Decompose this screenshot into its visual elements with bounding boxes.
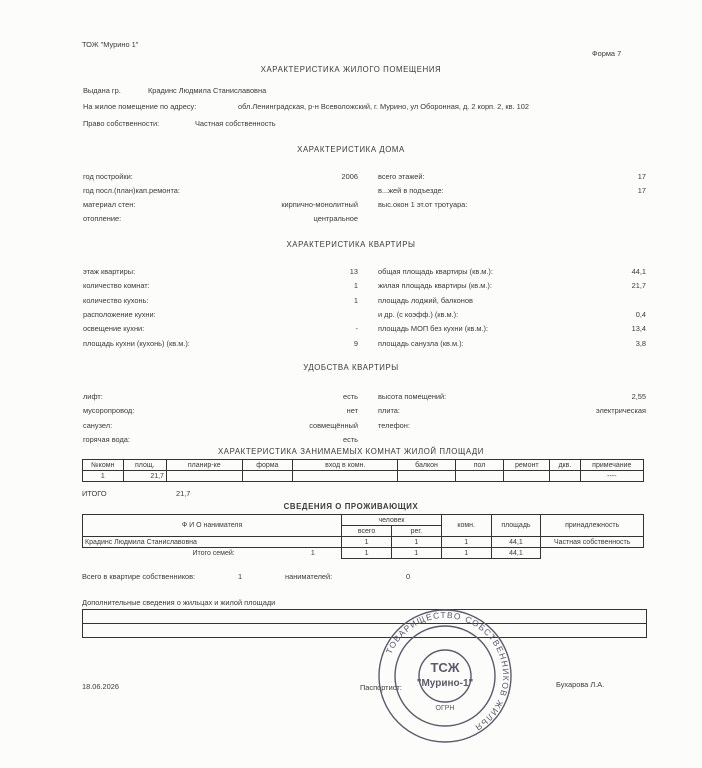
res-head-reg: рег. xyxy=(391,526,441,537)
resident-rooms: 1 xyxy=(441,537,491,548)
flat-left-label: этаж квартиры: xyxy=(83,267,136,276)
resident-area: 44,1 xyxy=(491,537,541,548)
rooms-table-row xyxy=(83,471,644,482)
amenity-left-value: есть xyxy=(342,434,358,444)
amenity-left-value: совмещённый xyxy=(309,420,358,430)
amenity-right-label: телефон: xyxy=(378,420,410,430)
stamp-center-ring xyxy=(419,650,471,702)
flat-left-value: - xyxy=(355,324,358,334)
resident-reg: 1 xyxy=(391,537,441,548)
flat-left-label: количество комнат: xyxy=(83,281,150,291)
flat-right-value: 44,1 xyxy=(631,267,646,276)
rooms-total-label: ИТОГО xyxy=(82,489,107,498)
res-head-belong: принадлежность xyxy=(541,515,644,537)
res-head-people: человек xyxy=(342,515,442,526)
flat-left-value: 9 xyxy=(353,338,358,348)
residents-total-label: Итого семей: xyxy=(192,549,235,557)
residents-section-title: СВЕДЕНИЯ О ПРОЖИВАЮЩИХ xyxy=(283,502,419,511)
res-head-fio: Ф И О нанимателя xyxy=(83,515,342,537)
entrance-floors-value: 17 xyxy=(637,186,646,195)
flat-left-label: освещение кухни: xyxy=(83,324,145,334)
house-section-title: ХАРАКТЕРИСТИКА ДОМА xyxy=(297,145,405,154)
rooms-col-header: балкон xyxy=(398,460,455,471)
rooms-col-header: №комн xyxy=(83,460,124,471)
flat-right-value: 13,4 xyxy=(631,324,646,334)
amenity-left-label: горячая вода: xyxy=(83,434,130,444)
res-head-rooms: комн. xyxy=(441,515,491,537)
rooms-col-header: площ. xyxy=(123,460,166,471)
flat-right-label: и др. (с коэфф.) (кв.м.): xyxy=(378,309,459,319)
res-head-area: площадь xyxy=(491,515,541,537)
signer-name: Бухарова Л.А. xyxy=(556,680,605,689)
rooms-col-header: форма xyxy=(242,460,292,471)
org-name: ТОЖ "Мурино 1" xyxy=(82,40,139,49)
rooms-cell xyxy=(293,471,398,482)
flat-right-label: жилая площадь квартиры (кв.м.): xyxy=(378,281,492,291)
rooms-cell: ---- xyxy=(580,471,643,482)
owners-value: 1 xyxy=(238,572,243,581)
rooms-cell xyxy=(504,471,550,482)
resident-fio: Крадинс Людмила Станиславовна xyxy=(83,537,342,548)
amenity-left-label: мусоропровод: xyxy=(83,406,135,416)
rooms-cell xyxy=(398,471,455,482)
passport-officer-label: Паспортист: xyxy=(360,683,402,692)
rooms-total-value: 21,7 xyxy=(176,489,191,498)
stamp-center-top: ТСЖ xyxy=(430,660,460,675)
rooms-cell: 1 xyxy=(83,471,124,482)
ownership-value: Частная собственность xyxy=(195,119,276,128)
flat-left-value: 1 xyxy=(353,281,358,291)
window-height-label: выс.окон 1 эт.от тротуара: xyxy=(378,200,468,209)
flat-right-label: общая площадь квартиры (кв.м.): xyxy=(378,267,493,276)
flat-left-value: 13 xyxy=(349,267,358,276)
amenity-left-label: лифт: xyxy=(83,392,103,401)
rooms-col-header: вход в комн. xyxy=(293,460,398,471)
residents-total-all: 1 xyxy=(342,548,392,559)
form-number: Форма 7 xyxy=(592,49,622,58)
resident-row xyxy=(83,537,644,548)
flat-right-label: площадь санузла (кв.м.): xyxy=(378,338,464,348)
flat-left-label: расположение кухни: xyxy=(83,309,156,319)
heating-label: отопление: xyxy=(83,214,122,223)
residents-total-count: 1 xyxy=(310,549,315,557)
residents-total-area: 44,1 xyxy=(491,548,541,559)
floors-total-value: 17 xyxy=(637,172,646,181)
address-value: обл.Ленинградская, р-н Всеволожский, г. Мурино, ул Оборонная, д. 2 корп. 2, кв. 102 xyxy=(238,102,529,111)
amenity-left-label: санузел: xyxy=(83,420,113,430)
amenity-left-value: есть xyxy=(342,392,358,401)
year-built-value: 2006 xyxy=(341,172,358,181)
rooms-cell xyxy=(166,471,242,482)
extra-info-divider xyxy=(83,623,646,624)
doc-title: ХАРАКТЕРИСТИКА ЖИЛОГО ПОМЕЩЕНИЯ xyxy=(260,65,442,74)
rooms-table-header xyxy=(83,460,644,471)
amenity-right-value: 2,55 xyxy=(631,392,646,401)
rooms-cell xyxy=(550,471,581,482)
amenity-right-label: высота помещений: xyxy=(378,392,447,401)
stamp-outer-text: ТОВАРИЩЕСТВО СОБСТВЕННИКОВ ЖИЛЬЯ xyxy=(383,609,512,734)
residents-total-reg: 1 xyxy=(391,548,441,559)
amenities-section-title: УДОБСТВА КВАРТИРЫ xyxy=(303,363,399,372)
res-head-all: всего xyxy=(342,526,392,537)
rooms-col-header: планир-ке xyxy=(166,460,242,471)
residents-table xyxy=(82,514,644,559)
year-built-label: год постройки: xyxy=(83,172,133,181)
rooms-table xyxy=(82,459,644,482)
extra-info-label: Дополнительные сведения о жильцах и жилой площади xyxy=(82,598,276,607)
residents-total-rooms: 1 xyxy=(441,548,491,559)
flat-left-label: количество кухонь: xyxy=(83,295,149,305)
rooms-cell: 21,7 xyxy=(123,471,166,482)
entrance-floors-label: в...жей в подъезде: xyxy=(378,186,444,195)
flat-right-value: 21,7 xyxy=(631,281,646,291)
stamp-center-name: "Мурино-1" xyxy=(416,678,474,689)
owners-label: Всего в квартире собственников: xyxy=(82,572,196,581)
rooms-col-header: примечание xyxy=(580,460,643,471)
rooms-col-header: дкв. xyxy=(550,460,581,471)
resident-belong: Частная собственность xyxy=(541,537,644,548)
flat-left-value: 1 xyxy=(353,295,358,305)
flat-right-label: площадь лоджий, балконов xyxy=(378,295,473,305)
extra-info-box xyxy=(82,609,647,638)
walls-label: материал стен: xyxy=(83,200,136,209)
rooms-section-title: ХАРАКТЕРИСТИКА ЗАНИМАЕМЫХ КОМНАТ ЖИЛОЙ ПЛОЩАДИ xyxy=(218,447,484,456)
walls-value: кирпично-монолитный xyxy=(281,200,358,209)
heating-value: центральное xyxy=(313,214,358,223)
stamp-bottom-text: ОГРН xyxy=(435,705,455,712)
rooms-cell xyxy=(242,471,292,482)
amenity-left-value: нет xyxy=(346,406,358,416)
issued-label: Выдана гр. xyxy=(83,86,121,95)
flat-left-label: площадь кухни (кухонь) (кв.м.): xyxy=(83,338,190,348)
repair-year-label: год посл.(план)кап.ремонта: xyxy=(83,186,180,195)
round-seal-stamp xyxy=(375,606,515,746)
rooms-cell xyxy=(455,471,504,482)
ownership-label: Право собственности: xyxy=(83,119,160,128)
rooms-col-header: пол xyxy=(455,460,504,471)
tenants-label: нанимателей: xyxy=(285,572,333,581)
amenity-right-label: плита: xyxy=(378,406,400,416)
flat-section-title: ХАРАКТЕРИСТИКА КВАРТИРЫ xyxy=(286,240,416,249)
rooms-col-header: ремонт xyxy=(504,460,550,471)
issue-date: 18.06.2026 xyxy=(82,682,119,691)
amenity-right-value: электрическая xyxy=(595,406,646,416)
flat-right-label: площадь МОП без кухни (кв.м.): xyxy=(378,324,489,334)
resident-all: 1 xyxy=(342,537,392,548)
tenants-value: 0 xyxy=(406,572,411,581)
issued-value: Крадинс Людмила Станиславовна xyxy=(148,86,267,95)
flat-right-value: 0,4 xyxy=(635,309,646,319)
flat-right-value: 3,8 xyxy=(635,338,646,348)
residents-total-row xyxy=(83,548,644,559)
floors-total-label: всего этажей: xyxy=(378,172,425,181)
address-label: На жилое помещение по адресу: xyxy=(83,102,197,111)
